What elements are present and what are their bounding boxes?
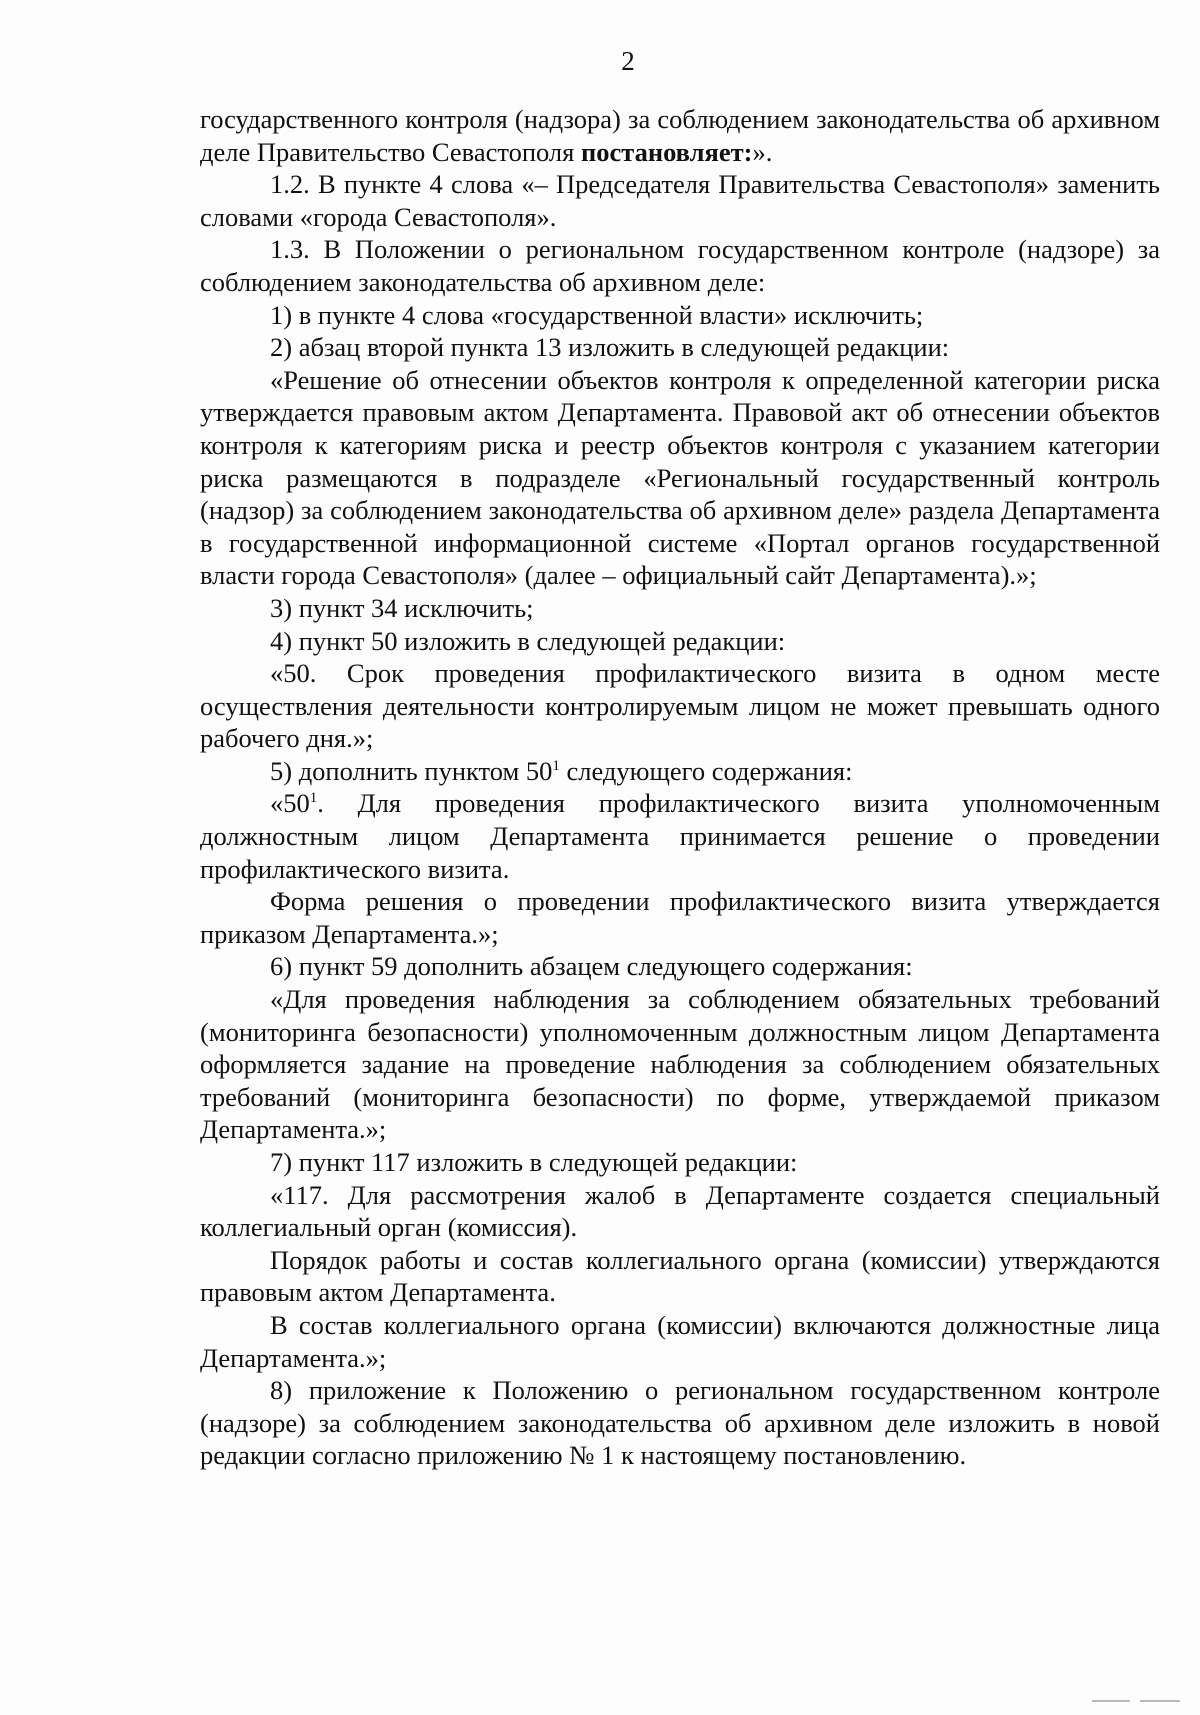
page-number: 2 <box>621 46 635 76</box>
list-item-8: 8) приложение к Положению о региональном государственном контроле (надзоре) за соблюдением законодательства об архивном деле изложить в новой редакции согласно приложению № 1 к настоящему постановлению. <box>200 1375 1160 1471</box>
paragraph-commission-procedure: Порядок работы и состав коллегиального органа (комиссии) утверждаются правовым актом Департамента. <box>200 1244 1160 1308</box>
paragraph-text: «50 <box>270 788 310 819</box>
superscript: 1 <box>552 757 560 774</box>
paragraph-text: государственного контроля (надзора) за соблюдением законодательства об архивном деле Правительство Севастополя <box>200 104 1160 167</box>
paragraph-text: 5) дополнить пунктом 50 <box>270 755 553 786</box>
paragraph-continuation <box>200 103 1160 168</box>
paragraph-text-end: ». <box>752 136 773 167</box>
bold-keyword: постановляет: <box>580 136 753 167</box>
quoted-paragraph-item-59: «Для проведения наблюдения за соблюдением обязательных требований (мониторинга безопасности) уполномоченным должностным лицом Департамента оформляется задание на проведение наблюдения за соблюдением обязательных требований (мониторинга безопасности) по форме, утверждаемой приказом Департамента.»; <box>200 984 1160 1145</box>
scan-artifact <box>1140 1700 1180 1702</box>
list-item-1: 1) в пункте 4 слова «государственной власти» исключить; <box>270 299 924 330</box>
paragraph-1-2: 1.2. В пункте 4 слова «– Председателя Правительства Севастополя» заменить словами «города Севастополя». <box>200 169 1160 232</box>
quoted-paragraph-item-117: «117. Для рассмотрения жалоб в Департаменте создается специальный коллегиальный орган (комиссия). <box>200 1179 1160 1243</box>
list-item-5 <box>200 755 1160 788</box>
quoted-paragraph-item-50: «50. Срок проведения профилактического визита в одном месте осуществления деятельности контролируемым лицом не может превышать одного рабочего дня.»; <box>200 658 1160 754</box>
list-item-6: 6) пункт 59 дополнить абзацем следующего содержания: <box>270 951 913 982</box>
list-item-4: 4) пункт 50 изложить в следующей редакции: <box>270 625 786 656</box>
paragraph-text-end: . Для проведения профилактического визита уполномоченным должностным лицом Департамента принимается решение о проведении профилактического визита. <box>200 788 1160 884</box>
quoted-paragraph-item-13: «Решение об отнесении объектов контроля к определенной категории риска утверждается правовым актом Департамента. Правовой акт об отнесении объектов контроля к категориям риска и реестр объектов контроля с указанием категории риска размещаются в подразделе «Региональный государственный контроль (надзор) за соблюдением законодательства об архивном деле» раздела Департамента в государственной информационной системе «Портал органов государственной власти города Севастополя» (далее – официальный сайт Департамента).»; <box>200 364 1160 591</box>
superscript: 1 <box>309 790 318 807</box>
document-body <box>200 103 1160 1472</box>
list-item-7: 7) пункт 117 изложить в следующей редакции: <box>270 1147 798 1177</box>
paragraph-form-decision: Форма решения о проведении профилактического визита утверждается приказом Департамента.»; <box>200 886 1160 949</box>
quoted-paragraph-item-50-1 <box>200 787 1160 885</box>
list-item-2: 2) абзац второй пункта 13 изложить в следующей редакции: <box>270 332 950 363</box>
list-item-3: 3) пункт 34 исключить; <box>270 592 534 623</box>
scan-artifact <box>1092 1700 1130 1702</box>
paragraph-text-end: следующего содержания: <box>559 755 853 786</box>
paragraph-commission-members: В состав коллегиального органа (комиссии) включаются должностные лица Департамента.»; <box>200 1309 1160 1373</box>
paragraph-1-3: 1.3. В Положении о региональном государственном контроле (надзоре) за соблюдением законодательства об архивном деле: <box>200 234 1160 297</box>
